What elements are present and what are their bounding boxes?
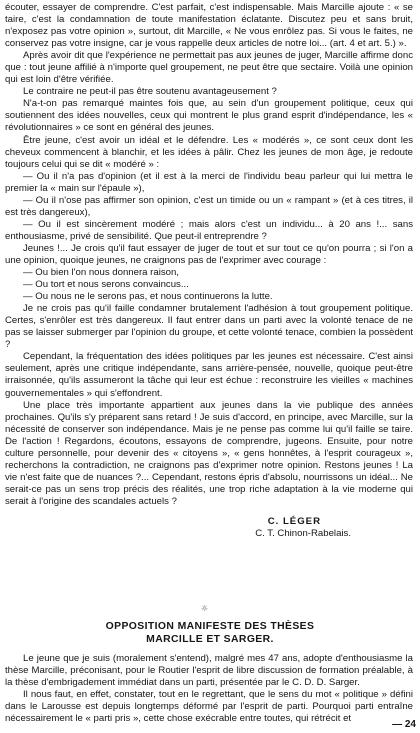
paragraph: Je ne crois pas qu'il faille condamner brutalement l'adhésion à tout groupement politique. Certes, s'enrôler est très dangereux. Il faut entrer dans un parti avec la volonté tenace de ne pas se laisser submerger par l'opinion du groupe, et cette volonté tenace, combien la possèdent ? (5, 303, 413, 351)
section-title (0, 620, 420, 646)
list-item: — Ou il n'ose pas affirmer son opinion, c'est un timide ou un « rampant » (et à ces titres, il est très dangereux), (5, 194, 413, 218)
paragraph: Le contraire ne peut-il pas être soutenu avantageusement ? (23, 86, 277, 98)
author-affiliation: C. T. Chinon-Rabelais. (255, 528, 351, 540)
list-item: — Ou tort et nous serons convaincus... (23, 279, 189, 291)
list-item: — Ou il n'a pas d'opinion (et il est à la merci de l'individu beau parleur qui lui mettra le premier la « main sur l'épaule »), (5, 170, 413, 194)
section-title-line: MARCILLE ET SARGER. (146, 634, 274, 645)
article-body (5, 2, 413, 540)
list-item: — Ou bien l'on nous donnera raison, (23, 267, 179, 279)
paragraph: Être jeune, c'est avoir un idéal et le défendre. Les « modérés », ce sont ceux dont les cheveux commencent à blanchir, et les idées à pâlir. Chez les jeunes de mon âge, je redoute toujours celui qui se dit « modéré » : (5, 134, 413, 170)
paragraph: Le jeune que je suis (moralement s'entend), malgré mes 47 ans, adopte d'enthousiasme la thèse Marcille, préconisant, pour le Routier l'esprit de libre discussion de formation préalable, à la thèse d'embrigadement immédiat dans un parti, présentée par le C. D. D. Sarger. (5, 653, 413, 689)
section-title-line: OPPOSITION MANIFESTE DES THÈSES (105, 621, 315, 632)
paragraph: Une place très importante appartient aux jeunes dans la vie publique des années prochaines. Qu'ils s'y préparent sans retard ! Je suis d'accord, en principe, avec Marcille, sur la nécessité de conserver son indépendance. Mais je ne pense pas comme lui qu'il faille se taire. De l'action ! Regardons, écoutons, essayons de comprendre, jugeons. Ensuite, pour notre culture personnelle, pour devenir des « citoyens », « gens honnêtes, à l'esprit courageux », recherchons la contradiction, ne craignons pas d'exprimer notre opinion. Restons jeunes ! La vie n'est faite que de nuances ?... Cependant, restons épris d'absolu, nourrissons un idéal... Ne serait-ce pas un sens trop précis des réalités, une trop riche adaptation à la vie moderne qui serait à l'origine des scandales actuels ? (5, 399, 413, 507)
author-name: C. LÉGER (267, 515, 321, 527)
page-number: — 24 (392, 719, 416, 730)
paragraph: N'a-t-on pas remarqué maintes fois que, au sein d'un groupement politique, ceux qui soutiennent des idées nouvelles, ceux qui montrent le plus grand esprit d'indépendance, les « révolutionnaires » ce sont en général des jeunes. (5, 98, 413, 134)
list-item: — Ou il est sincèrement modéré ; mais alors c'est un individu... à 20 ans !... sans enthousiasme, privé de sensibilité. Que peut-il entreprendre ? (5, 218, 413, 242)
list-item: — Ou nous ne le serons pas, et nous continuerons la lutte. (23, 291, 273, 303)
paragraph: Jeunes !... Je crois qu'il faut essayer de juger de tout et sur tout ce qu'on pourra ; si l'on a une opinion, quoique jeunes, ne craignons pas de l'exprimer avec courage : (5, 242, 413, 266)
paragraph: Cependant, la fréquentation des idées politiques par les jeunes est nécessaire. C'est ainsi seulement, après une critique indépendante, sans arrière-pensée, nouvelle, quoique peut-être irraisonnée, qu'ils assumeront la tâche qui leur est échue : reconstruire les vieilles « machines gouvernementales » qui s'effondrent. (5, 351, 413, 399)
paragraph: Après avoir dit que l'expérience ne permettait pas aux jeunes de juger, Marcille affirme donc que : tout jeune affilié à n'importe quel groupement, ne peut être que sectaire. Voilà une opinion qui est loin d'être vérifiée. (5, 50, 413, 86)
second-article-body (5, 653, 413, 725)
paragraph: écouter, essayer de comprendre. C'est parfait, c'est indispensable. Mais Marcille ajoute : « se taire, c'est la condamnation de toute manifestation éclatante. Discutez peu et sans bruit, n'exposez pas votre opinion », surtout, dit Marcille, « Ne vous enrôlez pas. Si vous le faites, ne conservez pas votre insigne, car je vous rappelle deux articles de notre loi... (art. 4 et art. 5.) ». (5, 2, 413, 50)
paragraph: Il nous faut, en effet, constater, tout en le regrettant, que le sens du mot « politique » défini dans le Larousse est depuis longtemps déformé par l'esprit de parti. Pourquoi parti entraîne nécessairement le « parti pris », cette chose exécrable entre toutes, qui rétrécit et (5, 689, 413, 725)
section-ornament: ☼ (201, 604, 209, 613)
